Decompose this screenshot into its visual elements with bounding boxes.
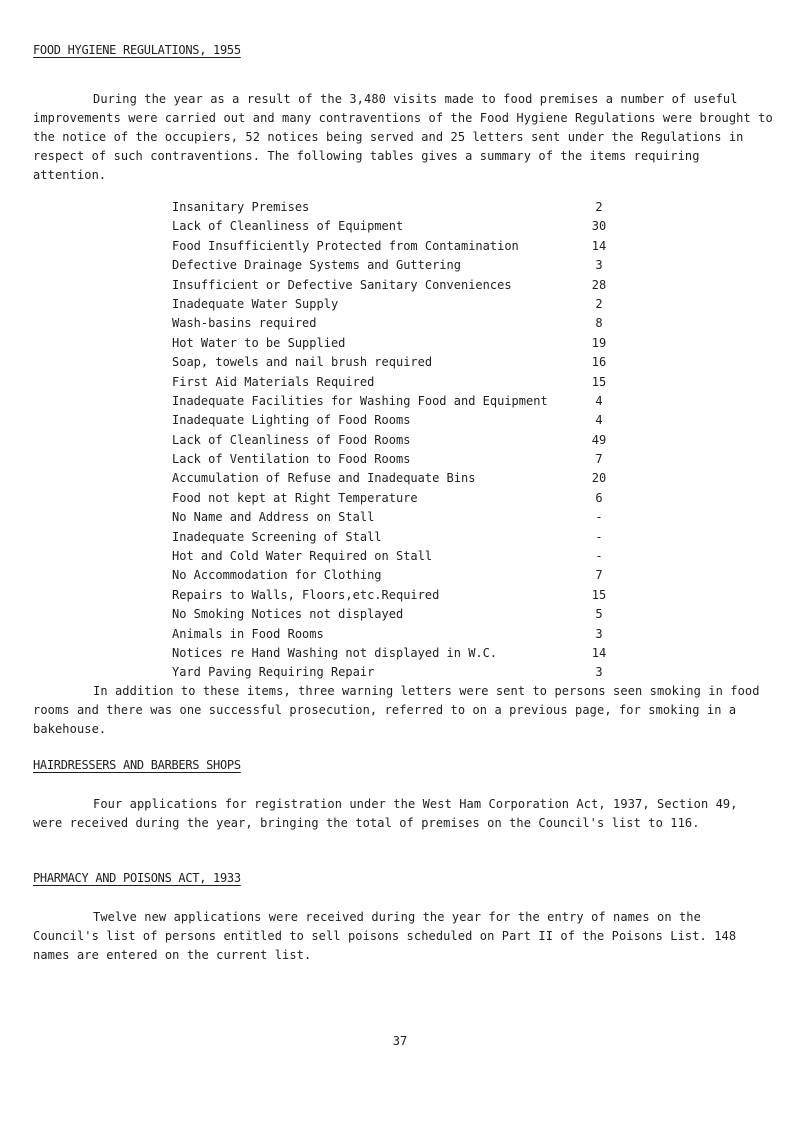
table-row (172, 508, 632, 527)
pharmacy-paragraph: Twelve new applications were received during the year for the entry of names on the Council's list of persons entitled to sell poisons scheduled on Part II of the Poisons List. 148 names are entered on the current list. (33, 910, 737, 962)
item-count: 16 (591, 355, 607, 370)
table-row (172, 334, 632, 353)
table-row (172, 450, 632, 469)
item-label: Repairs to Walls, Floors,etc.Required (172, 587, 440, 602)
table-row (172, 295, 632, 314)
table-row (172, 198, 632, 217)
item-count: 28 (591, 277, 607, 292)
table-row (172, 644, 632, 663)
warning-letters-paragraph: In addition to these items, three warning letters were sent to persons seen smoking in food rooms and there was one successful prosecution, referred to on a previous page, for smoking in a bakehouse. (33, 684, 760, 736)
item-label: Inadequate Screening of Stall (172, 529, 382, 544)
table-row (172, 314, 632, 333)
item-label: Yard Paving Requiring Repair (172, 665, 375, 680)
table-row (172, 586, 632, 605)
item-count: 19 (591, 335, 607, 350)
item-label: Food Insufficiently Protected from Contamination (172, 238, 519, 253)
item-count: 6 (595, 490, 603, 505)
food-hygiene-heading: FOOD HYGIENE REGULATIONS, 1955 (33, 43, 241, 57)
item-label: Lack of Cleanliness of Equipment (172, 219, 404, 234)
item-label: Defective Drainage Systems and Guttering (172, 258, 461, 273)
contraventions-table (172, 198, 632, 683)
item-label: Wash-basins required (172, 316, 317, 331)
item-label: Food not kept at Right Temperature (172, 490, 418, 505)
item-label: Accumulation of Refuse and Inadequate Bins (172, 471, 476, 486)
pharmacy-heading: PHARMACY AND POISONS ACT, 1933 (33, 871, 241, 885)
item-count: - (595, 549, 603, 564)
item-count: 4 (595, 393, 603, 408)
item-count: 3 (595, 626, 603, 641)
table-row (172, 276, 632, 295)
item-label: Notices re Hand Washing not displayed in W.C. (172, 645, 498, 660)
item-count: 49 (591, 432, 607, 447)
item-count: 8 (595, 316, 603, 331)
item-count: 4 (595, 413, 603, 428)
table-row (172, 625, 632, 644)
item-label: Insufficient or Defective Sanitary Conveniences (172, 277, 512, 292)
item-label: Lack of Ventilation to Food Rooms (172, 452, 411, 467)
item-count: - (595, 510, 603, 525)
item-label: No Accommodation for Clothing (172, 568, 382, 583)
item-count: 2 (595, 296, 603, 311)
item-label: Animals in Food Rooms (172, 626, 324, 641)
table-row (172, 469, 632, 488)
table-row (172, 353, 632, 372)
item-label: Soap, towels and nail brush required (172, 355, 433, 370)
item-count: 7 (595, 568, 603, 583)
table-row (172, 489, 632, 508)
item-label: Inadequate Water Supply (172, 296, 339, 311)
item-count: 3 (595, 665, 603, 680)
item-count: 14 (591, 645, 607, 660)
page-number: 37 (392, 1034, 408, 1048)
hairdressers-paragraph: Four applications for registration under the West Ham Corporation Act, 1937, Section 49, were received during the year, bringing the total of premises on the Council's list to 116. (33, 797, 738, 830)
item-count: 5 (595, 607, 603, 622)
item-label: First Aid Materials Required (172, 374, 375, 389)
hairdressers-heading: HAIRDRESSERS AND BARBERS SHOPS (33, 758, 241, 772)
item-count: 3 (595, 258, 603, 273)
item-count: - (595, 529, 603, 544)
table-row (172, 256, 632, 275)
table-row (172, 431, 632, 450)
item-count: 20 (591, 471, 607, 486)
item-label: No Name and Address on Stall (172, 510, 375, 525)
item-count: 2 (595, 200, 603, 214)
item-label: Inadequate Lighting of Food Rooms (172, 413, 411, 428)
food-hygiene-intro-paragraph: During the year as a result of the 3,480 visits made to food premises a number of useful improvements were carried out and many contraventions of the Food Hygiene Regulations were brought to the notice of the occupiers, 52 notices being served and 25 letters sent under the Regulations in respect of such contraventions. The following tables gives a summary of the items requiring attention. (33, 92, 773, 182)
table-row (172, 392, 632, 411)
table-row (172, 663, 632, 682)
item-count: 15 (591, 587, 607, 602)
item-count: 14 (591, 238, 607, 253)
table-row (172, 411, 632, 430)
item-label: Inadequate Facilities for Washing Food and Equipment (172, 393, 548, 408)
item-label: Hot and Cold Water Required on Stall (172, 549, 433, 564)
item-count: 30 (591, 219, 607, 234)
item-label: Insanitary Premises (172, 200, 310, 214)
table-row (172, 528, 632, 547)
table-row (172, 237, 632, 256)
table-row (172, 605, 632, 624)
item-count: 15 (591, 374, 607, 389)
item-label: No Smoking Notices not displayed (172, 607, 404, 622)
table-row (172, 217, 632, 236)
item-label: Lack of Cleanliness of Food Rooms (172, 432, 411, 447)
item-label: Hot Water to be Supplied (172, 335, 346, 350)
table-row (172, 547, 632, 566)
table-row (172, 566, 632, 585)
item-count: 7 (595, 452, 603, 467)
table-row (172, 373, 632, 392)
